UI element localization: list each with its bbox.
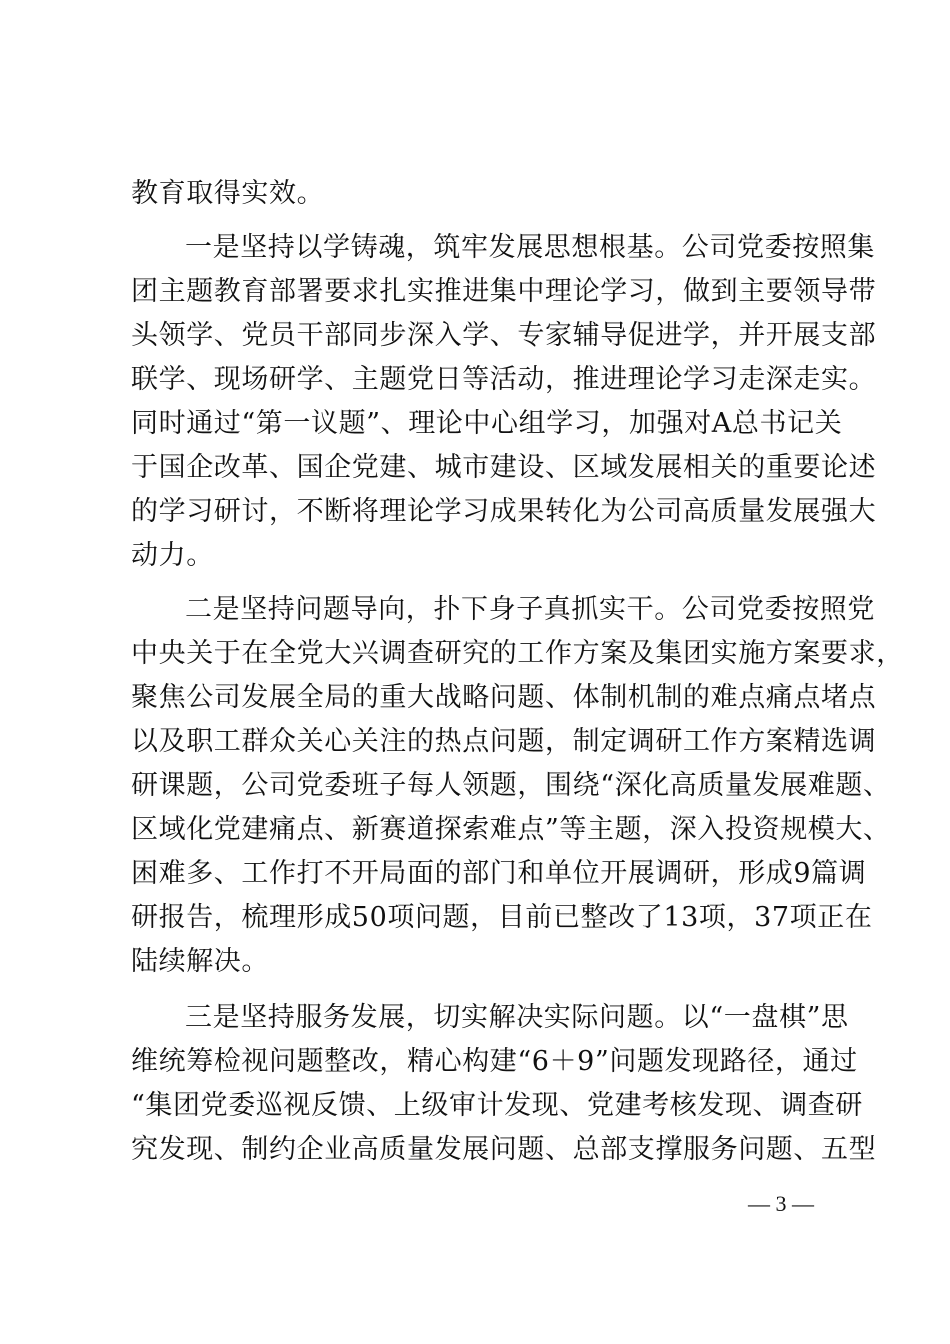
text-line: 研课题，公司党委班子每人领题，围绕“深化高质量发展难题、 — [131, 770, 891, 801]
text-line: 团主题教育部署要求扎实推进集中理论学习，做到主要领导带 — [131, 276, 877, 307]
text-line: 于国企改革、国企党建、城市建设、区域发展相关的重要论述 — [131, 452, 877, 483]
paragraph-first-line: 三是坚持服务发展，切实解决实际问题。以“一盘棋”思 — [185, 1002, 849, 1033]
paragraph-first-line: 一是坚持以学铸魂，筑牢发展思想根基。公司党委按照集 — [185, 232, 875, 263]
text-line: 区域化党建痛点、新赛道探索难点”等主题，深入投资规模大、 — [131, 814, 891, 845]
text-line: 研报告，梳理形成50项问题，目前已整改了13项，37项正在 — [131, 902, 873, 933]
text-line: 中央关于在全党大兴调查研究的工作方案及集团实施方案要求， — [131, 638, 904, 669]
text-line: 联学、现场研学、主题党日等活动，推进理论学习走深走实。 — [131, 364, 877, 395]
text-line: 维统筹检视问题整改，精心构建“6＋9”问题发现路径，通过 — [131, 1046, 858, 1077]
text-line: 聚焦公司发展全局的重大战略问题、体制机制的难点痛点堵点 — [131, 682, 877, 713]
text-line: 以及职工群众关心关注的热点问题，制定调研工作方案精选调 — [131, 726, 877, 757]
text-line: 教育取得实效。 — [131, 178, 325, 209]
text-line: 头领学、党员干部同步深入学、专家辅导促进学，并开展支部 — [131, 320, 877, 351]
text-line: “集团党委巡视反馈、上级审计发现、党建考核发现、调查研 — [131, 1090, 864, 1121]
text-line: 究发现、制约企业高质量发展问题、总部支撑服务问题、五型 — [131, 1134, 877, 1165]
text-line: 困难多、工作打不开局面的部门和单位开展调研，形成9篇调 — [131, 858, 867, 889]
text-line: 动力。 — [131, 540, 214, 571]
text-line: 同时通过“第一议题”、理论中心组学习，加强对A总书记关 — [131, 408, 843, 439]
text-line: 陆续解决。 — [131, 946, 269, 977]
paragraph-first-line: 二是坚持问题导向，扑下身子真抓实干。公司党委按照党 — [185, 594, 875, 625]
text-line: 的学习研讨，不断将理论学习成果转化为公司高质量发展强大 — [131, 496, 877, 527]
page-number: — 3 — — [748, 1191, 814, 1216]
